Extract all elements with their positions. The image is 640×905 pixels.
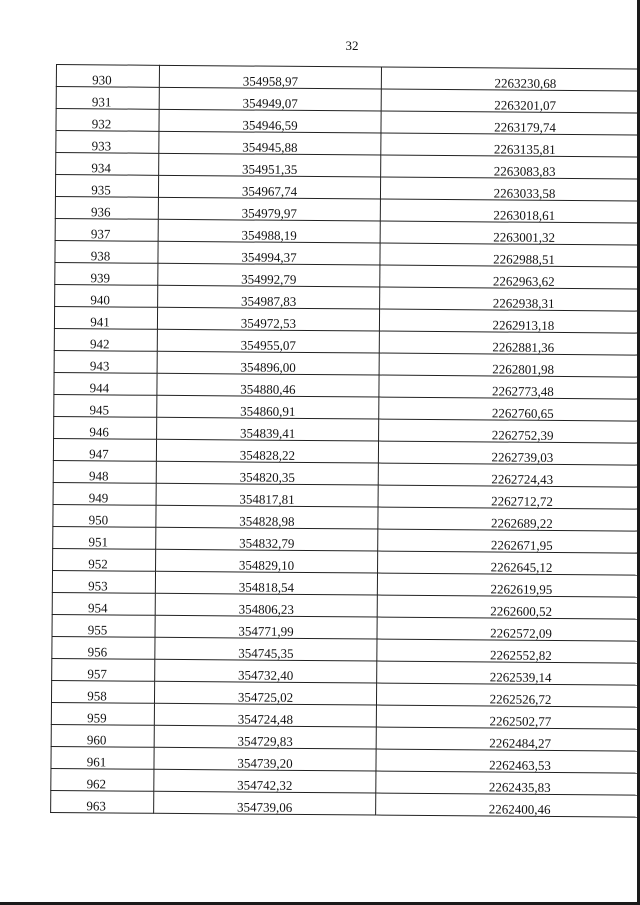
x-coordinate-cell: 354832,79 — [156, 527, 378, 551]
y-coordinate-cell: 2262502,77 — [376, 705, 640, 729]
y-coordinate-cell: 2263018,61 — [380, 199, 640, 223]
x-coordinate-cell: 354880,46 — [157, 373, 379, 397]
point-number-cell: 934 — [56, 153, 159, 176]
y-coordinate-cell: 2262526,72 — [376, 683, 640, 707]
table-row — [51, 790, 640, 817]
x-coordinate-cell: 354829,10 — [156, 549, 378, 573]
y-coordinate-cell: 2262689,22 — [378, 507, 640, 531]
x-coordinate-cell: 354725,02 — [154, 681, 376, 705]
point-number-cell: 942 — [54, 328, 157, 351]
y-coordinate-cell: 2262539,14 — [377, 661, 640, 685]
x-coordinate-cell: 354955,07 — [157, 329, 379, 353]
y-coordinate-cell: 2262463,53 — [376, 749, 640, 773]
y-coordinate-cell: 2262619,95 — [377, 573, 640, 597]
x-coordinate-cell: 354979,97 — [158, 197, 380, 221]
point-number-cell: 932 — [56, 109, 159, 132]
x-coordinate-cell: 354771,99 — [155, 615, 377, 639]
x-coordinate-cell: 354724,48 — [154, 703, 376, 727]
x-coordinate-cell: 354729,83 — [154, 725, 376, 749]
y-coordinate-cell: 2262760,65 — [379, 397, 640, 421]
y-coordinate-cell: 2262752,39 — [379, 419, 640, 443]
y-coordinate-cell: 2262400,46 — [376, 793, 640, 817]
page-number: 32 — [345, 38, 359, 53]
point-number-cell: 938 — [55, 240, 158, 263]
x-coordinate-cell: 354992,79 — [158, 263, 380, 287]
x-coordinate-cell: 354945,88 — [159, 131, 381, 155]
y-coordinate-cell: 2262881,36 — [379, 331, 640, 355]
point-number-cell: 941 — [54, 306, 157, 329]
point-number-cell: 951 — [53, 526, 156, 549]
y-coordinate-cell: 2262963,62 — [380, 265, 640, 289]
point-number-cell: 940 — [55, 284, 158, 307]
x-coordinate-cell: 354860,91 — [157, 395, 379, 419]
x-coordinate-cell: 354896,00 — [157, 351, 379, 375]
y-coordinate-cell: 2262938,31 — [380, 287, 640, 311]
point-number-cell: 944 — [54, 372, 157, 395]
x-coordinate-cell: 354739,20 — [154, 747, 376, 771]
point-number-cell: 945 — [54, 394, 157, 417]
y-coordinate-cell: 2262913,18 — [379, 309, 640, 333]
x-coordinate-cell: 354958,97 — [159, 65, 381, 89]
x-coordinate-cell: 354951,35 — [159, 153, 381, 177]
x-coordinate-cell: 354949,07 — [159, 87, 381, 111]
x-coordinate-cell: 354988,19 — [158, 219, 380, 243]
y-coordinate-cell: 2262988,51 — [380, 243, 640, 267]
point-number-cell: 955 — [52, 614, 155, 637]
point-number-cell: 952 — [53, 548, 156, 571]
point-number-cell: 948 — [53, 460, 156, 483]
x-coordinate-cell: 354972,53 — [157, 307, 379, 331]
x-coordinate-cell: 354839,41 — [157, 417, 379, 441]
point-number-cell: 933 — [56, 131, 159, 154]
point-number-cell: 962 — [51, 768, 154, 791]
point-number-cell: 953 — [52, 570, 155, 593]
point-number-cell: 936 — [55, 196, 158, 219]
point-number-cell: 956 — [52, 636, 155, 659]
y-coordinate-cell: 2262484,27 — [376, 727, 640, 751]
point-number-cell: 943 — [54, 350, 157, 373]
x-coordinate-cell: 354987,83 — [158, 285, 380, 309]
y-coordinate-cell: 2262773,48 — [379, 375, 640, 399]
x-coordinate-cell: 354745,35 — [155, 637, 377, 661]
x-coordinate-cell: 354828,98 — [156, 505, 378, 529]
point-number-cell: 947 — [53, 438, 156, 461]
x-coordinate-cell: 354828,22 — [156, 439, 378, 463]
point-number-cell: 957 — [52, 658, 155, 681]
x-coordinate-cell: 354732,40 — [155, 659, 377, 683]
y-coordinate-cell: 2263179,74 — [381, 111, 640, 135]
y-coordinate-cell: 2262739,03 — [378, 441, 640, 465]
y-coordinate-cell: 2262572,09 — [377, 617, 640, 641]
point-number-cell: 949 — [53, 482, 156, 505]
point-number-cell: 946 — [54, 416, 157, 439]
y-coordinate-cell: 2262712,72 — [378, 485, 640, 509]
x-coordinate-cell: 354806,23 — [155, 593, 377, 617]
y-coordinate-cell: 2262801,98 — [379, 353, 640, 377]
y-coordinate-cell: 2263001,32 — [380, 221, 640, 245]
point-number-cell: 958 — [51, 680, 154, 703]
y-coordinate-cell: 2262645,12 — [378, 551, 640, 575]
point-number-cell: 960 — [51, 724, 154, 747]
x-coordinate-cell: 354739,06 — [154, 791, 376, 815]
coordinates-table-body — [51, 65, 640, 818]
point-number-cell: 930 — [56, 65, 159, 88]
y-coordinate-cell: 2262724,43 — [378, 463, 640, 487]
point-number-cell: 950 — [53, 504, 156, 527]
x-coordinate-cell: 354742,32 — [154, 769, 376, 793]
y-coordinate-cell: 2262435,83 — [376, 771, 640, 795]
y-coordinate-cell: 2263083,83 — [381, 155, 640, 179]
point-number-cell: 954 — [52, 592, 155, 615]
x-coordinate-cell: 354994,37 — [158, 241, 380, 265]
point-number-cell: 961 — [51, 746, 154, 769]
x-coordinate-cell: 354818,54 — [155, 571, 377, 595]
y-coordinate-cell: 2262671,95 — [378, 529, 640, 553]
point-number-cell: 937 — [55, 218, 158, 241]
point-number-cell: 963 — [51, 790, 154, 813]
y-coordinate-cell: 2263135,81 — [381, 133, 640, 157]
y-coordinate-cell: 2263201,07 — [381, 89, 640, 113]
x-coordinate-cell: 354946,59 — [159, 109, 381, 133]
x-coordinate-cell: 354967,74 — [158, 175, 380, 199]
point-number-cell: 959 — [51, 702, 154, 725]
point-number-cell: 939 — [55, 262, 158, 285]
y-coordinate-cell: 2263230,68 — [381, 67, 640, 91]
x-coordinate-cell: 354820,35 — [156, 461, 378, 485]
coordinates-table — [50, 64, 640, 818]
y-coordinate-cell: 2263033,58 — [380, 177, 640, 201]
x-coordinate-cell: 354817,81 — [156, 483, 378, 507]
y-coordinate-cell: 2262600,52 — [377, 595, 640, 619]
point-number-cell: 931 — [56, 87, 159, 110]
point-number-cell: 935 — [55, 175, 158, 198]
y-coordinate-cell: 2262552,82 — [377, 639, 640, 663]
